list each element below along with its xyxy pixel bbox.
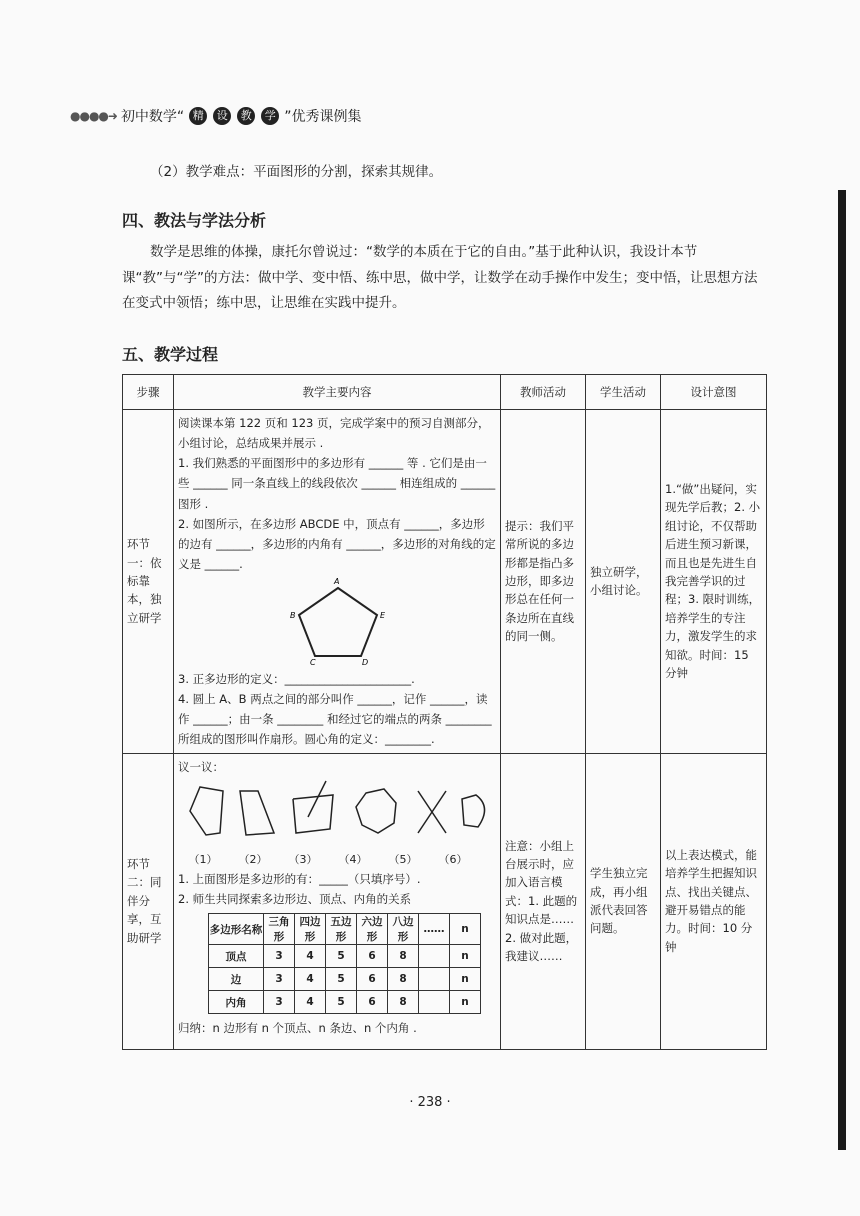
table-header-row: [123, 375, 767, 410]
shape-labels: [178, 850, 478, 869]
inner-cell: 5: [326, 968, 357, 991]
shape-4: [356, 789, 396, 833]
summary-text: 归纳：n 边形有 n 个顶点、n 条边、n 个内角 .: [178, 1021, 417, 1036]
row1-line: 4. 圆上 A、B 两点之间的部分叫作 ______，记作 ______，读作 ______；由一条 ________ 和经过它的端点的两条 ________ 所组成的图形叫作扇形。圆心角的定义：________.: [178, 692, 492, 747]
inner-cell: 内角: [209, 991, 264, 1014]
header-content: 教学主要内容: [174, 375, 501, 410]
shape-6: [462, 795, 485, 827]
shape-label: （3）: [288, 852, 318, 866]
row1-line: 1. 我们熟悉的平面图形中的多边形有 ______ 等 . 它们是由一些 ______ 同一条直线上的线段依次 ______ 相连组成的 ______ 图形 .: [178, 456, 496, 511]
question-2: 2. 师生共同探索多边形边、顶点、内角的关系: [178, 892, 412, 906]
shape-label: （4）: [338, 852, 368, 866]
label-b: B: [290, 611, 296, 620]
inner-row: [209, 945, 481, 968]
inner-cell: 3: [264, 945, 295, 968]
inner-cell: 4: [295, 968, 326, 991]
inner-cell: n: [450, 968, 481, 991]
shape-2: [240, 791, 274, 835]
inner-cell: [419, 945, 450, 968]
row2-teacher: 注意：小组上台展示时，应加入语言模式：1. 此题的知识点是……2. 做对此题，我建议……: [501, 753, 586, 1049]
header-purpose: 设计意图: [661, 375, 767, 410]
inner-cell: 6: [357, 945, 388, 968]
pentagon-diagram: [178, 574, 478, 666]
inner-header-row: [209, 914, 481, 945]
section5-title: 五、教学过程: [122, 345, 219, 364]
inner-cell: 8: [388, 945, 419, 968]
inner-cell: [419, 991, 450, 1014]
inner-cell: 3: [264, 991, 295, 1014]
label-c: C: [310, 658, 316, 666]
label-e: E: [380, 611, 386, 620]
inner-cell: 3: [264, 968, 295, 991]
inner-cell: 三角形: [264, 914, 295, 945]
table-row: [123, 410, 767, 754]
header-badge: 精: [189, 107, 207, 125]
inner-cell: ……: [419, 914, 450, 945]
inner-cell: 六边形: [357, 914, 388, 945]
page-number: · 238 ·: [409, 1095, 451, 1110]
inner-cell: 5: [326, 991, 357, 1014]
inner-cell: n: [450, 914, 481, 945]
inner-cell: 边: [209, 968, 264, 991]
row1-content: [174, 410, 501, 754]
inner-cell: n: [450, 991, 481, 1014]
inner-cell: 6: [357, 968, 388, 991]
shape-label: （1）: [188, 852, 218, 866]
shapes-diagram: [178, 777, 496, 847]
shape-label: （2）: [238, 852, 268, 866]
inner-cell: 4: [295, 945, 326, 968]
header-badge: 学: [261, 107, 279, 125]
inner-cell: n: [450, 945, 481, 968]
shape-1: [190, 787, 223, 835]
inner-cell: 8: [388, 968, 419, 991]
row1-line: 2. 如图所示，在多边形 ABCDE 中，顶点有 ______，多边形的边有 ______，多边形的内角有 ______，多边形的对角线的定义是 ______.: [178, 516, 496, 571]
section4-paragraph: 数学是思维的体操，康托尔曾说过：“数学的本质在于它的自由。”基于此种认识，我设计本节课“教”与“学”的方法：做中学、变中悟、练中思，做中学，让数学在动手操作中发生；变中悟，让思想方法在变式中领悟；练中思，让思维在实践中提升。: [122, 244, 758, 312]
header-suffix: ”优秀课例集: [284, 109, 362, 125]
inner-cell: 多边形名称: [209, 914, 264, 945]
row2-student: 学生独立完成，再小组派代表回答问题。: [586, 753, 661, 1049]
header-prefix: 初中数学“: [120, 109, 185, 125]
inner-cell: 八边形: [388, 914, 419, 945]
row2-purpose: 以上表达模式，能培养学生把握知识点、找出关键点、避开易错点的能力。时间：10 分钟: [661, 753, 767, 1049]
shape-3: [293, 795, 333, 833]
shape-3-line: [308, 781, 326, 817]
inner-cell: 五边形: [326, 914, 357, 945]
table-row: [123, 753, 767, 1049]
row1-line: 3. 正多边形的定义：______________________.: [178, 672, 415, 686]
row1-step: 环节一：依标靠本，独立研学: [123, 410, 174, 754]
header-student: 学生活动: [586, 375, 661, 410]
inner-row: [209, 968, 481, 991]
shape-label: （6）: [438, 852, 468, 866]
inner-cell: 四边形: [295, 914, 326, 945]
page-edge-shadow: [838, 190, 846, 1150]
header-teacher: 教师活动: [501, 375, 586, 410]
header-step: 步骤: [123, 375, 174, 410]
polygon-relation-table: [208, 913, 481, 1014]
row1-purpose: 1.“做”出疑问，实现先学后教；2. 小组讨论，不仅帮助后进生预习新课，而且也是先进生自我完善学识的过程；3. 限时训练，培养学生的专注力，激发学生的求知欲。时间：15 分钟: [661, 410, 767, 754]
row1-student: 独立研学，小组讨论。: [586, 410, 661, 754]
header-badge: 设: [213, 107, 231, 125]
book-header: [70, 106, 361, 126]
inner-cell: [419, 968, 450, 991]
shape-label: （5）: [388, 852, 418, 866]
arrow-icon: ●●●●➜: [70, 109, 117, 123]
inner-cell: 4: [295, 991, 326, 1014]
difficulty-text: （2）教学难点：平面图形的分割，探索其规律。: [150, 164, 443, 180]
inner-cell: 5: [326, 945, 357, 968]
teaching-process-table: [122, 374, 767, 1050]
discuss-label: 议一议：: [178, 759, 224, 774]
inner-cell: 6: [357, 991, 388, 1014]
row1-line: 阅读课本第 122 页和 123 页，完成学案中的预习自测部分，小组讨论，总结成果并展示 .: [178, 416, 490, 451]
row2-content: [174, 753, 501, 1049]
header-badge: 教: [237, 107, 255, 125]
row2-step: 环节二：同伴分享，互助研学: [123, 753, 174, 1049]
inner-cell: 顶点: [209, 945, 264, 968]
pentagon-shape: [299, 588, 377, 656]
label-d: D: [362, 658, 369, 666]
label-a: A: [334, 577, 340, 586]
inner-cell: 8: [388, 991, 419, 1014]
question-1: 1. 上面图形是多边形的有：_____（只填序号）.: [178, 871, 421, 886]
inner-row: [209, 991, 481, 1014]
section4-title: 四、教法与学法分析: [122, 211, 267, 230]
row1-teacher: 提示：我们平常所说的多边形都是指凸多边形，即多边形总在任何一条边所在直线的同一侧。: [501, 410, 586, 754]
